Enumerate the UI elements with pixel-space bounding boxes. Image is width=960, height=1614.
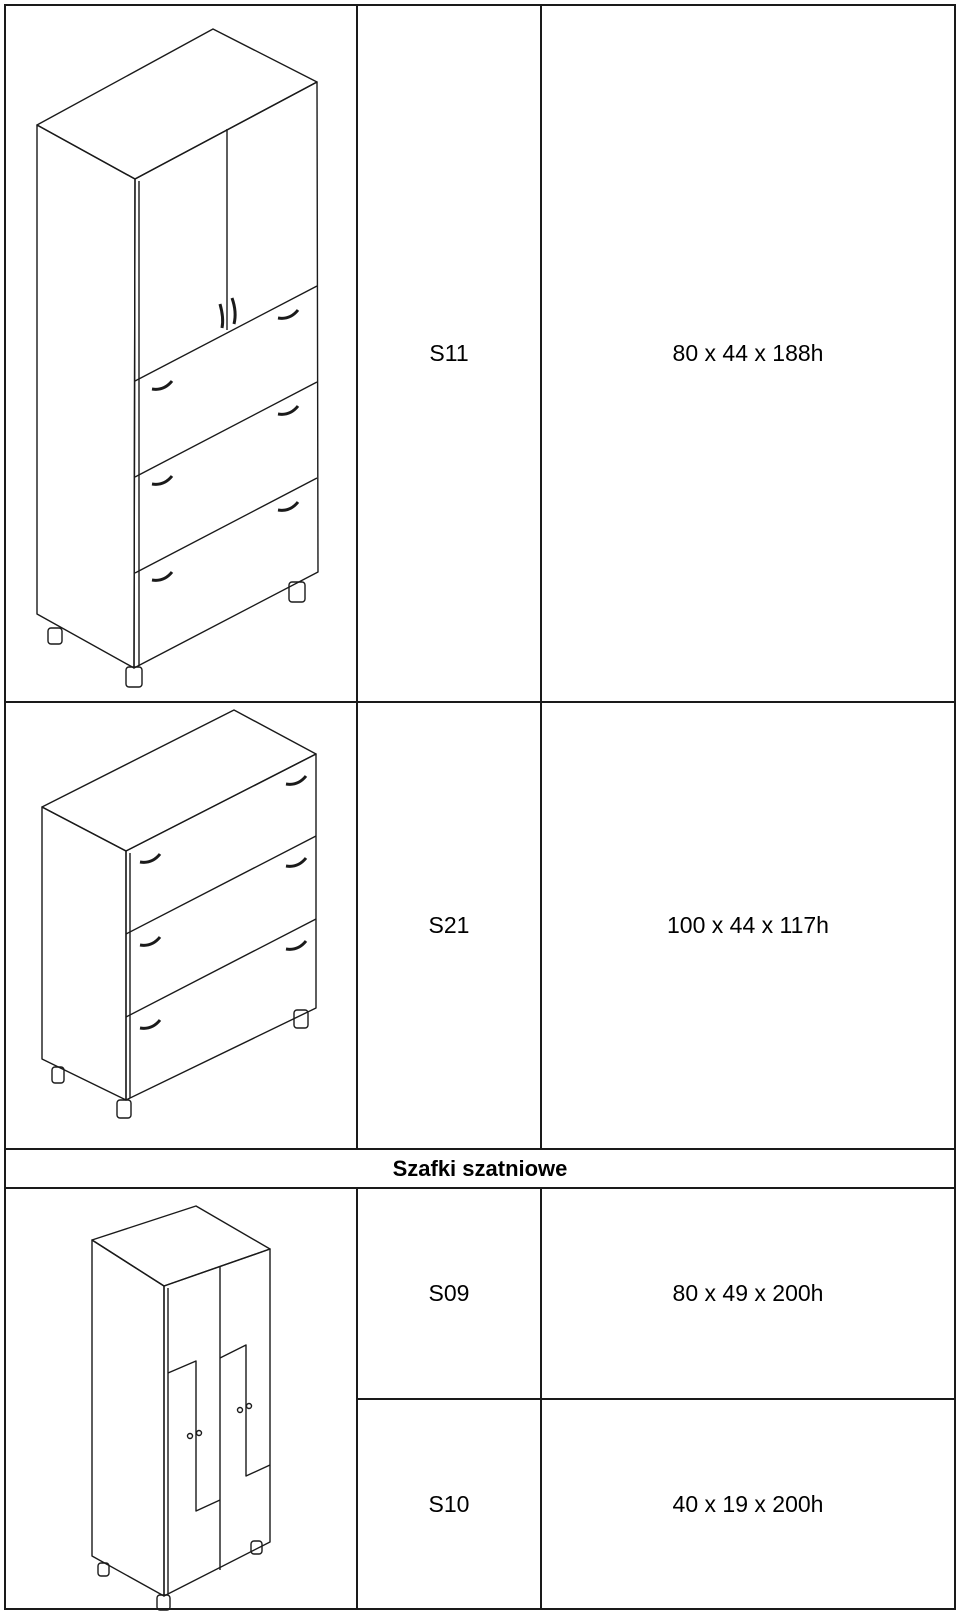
product-code-s10: S10 [428, 1490, 470, 1517]
product-code-s21: S21 [428, 912, 470, 938]
product-dimensions-s09: 80 x 49 x 200h [672, 1280, 824, 1306]
section-heading: Szafki szatniowe [392, 1155, 568, 1181]
product-code-s09: S09 [428, 1280, 470, 1306]
product-dimensions-s11: 80 x 44 x 188h [672, 340, 824, 366]
product-dimensions-s10: 40 x 19 x 200h [672, 1490, 824, 1517]
product-dimensions-s21: 100 x 44 x 117h [667, 912, 829, 938]
product-code-s11: S11 [429, 340, 469, 366]
